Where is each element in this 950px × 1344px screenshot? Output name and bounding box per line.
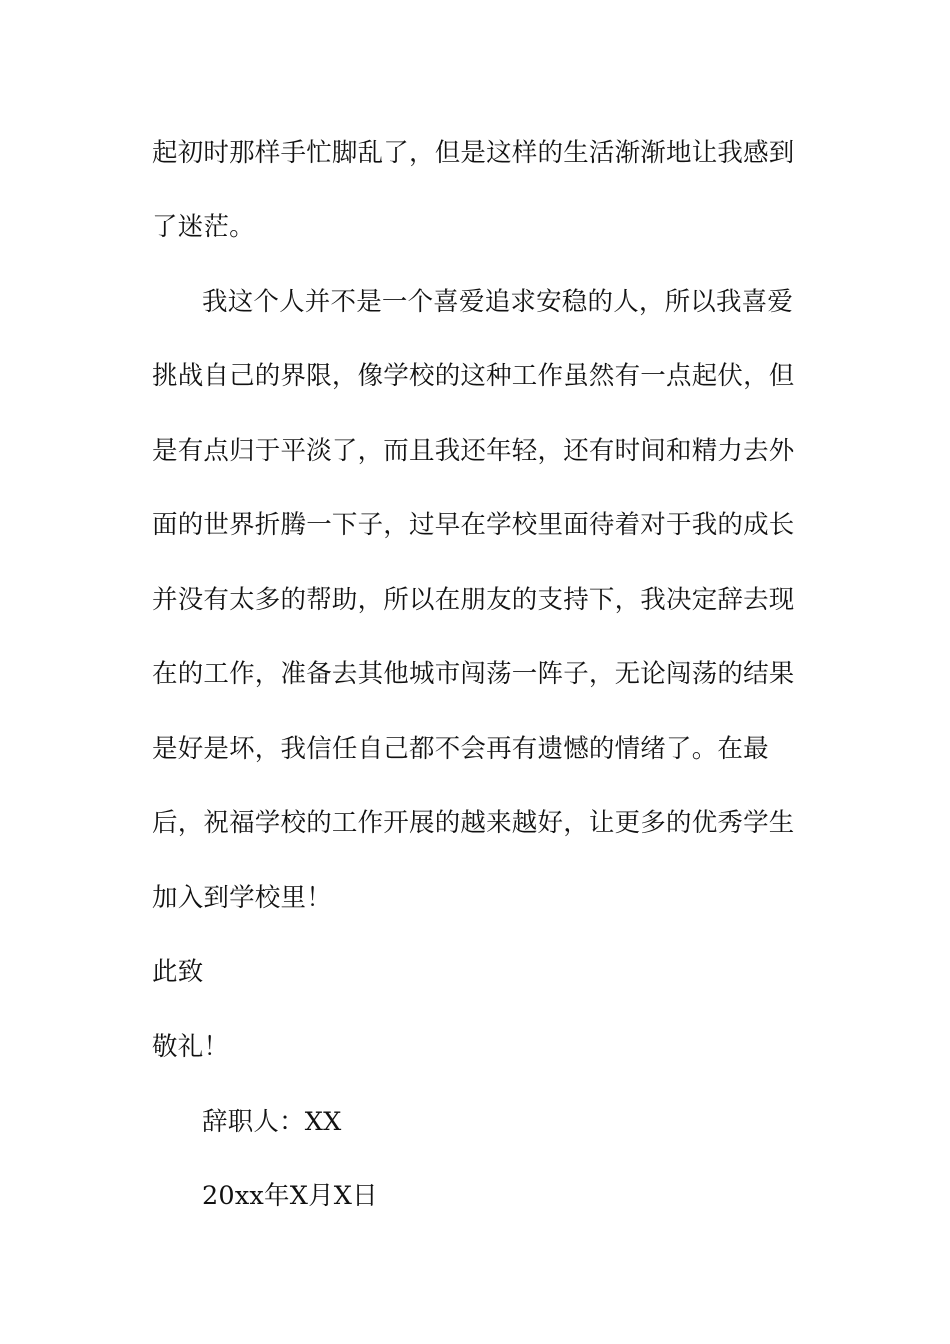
letter-date: 20xx年X月X日 bbox=[202, 1181, 378, 1211]
body-text-line: 面的世界折腾一下子，过早在学校里面待着对于我的成长 bbox=[152, 510, 795, 540]
closing-regards: 敬礼！ bbox=[152, 1032, 230, 1062]
body-text-line: 后，祝福学校的工作开展的越来越好，让更多的优秀学生 bbox=[152, 808, 795, 838]
body-text-line: 加入到学校里！ bbox=[152, 883, 332, 913]
body-text-line: 是好是坏，我信任自己都不会再有遗憾的情绪了。在最 bbox=[152, 734, 769, 764]
signer-name: 辞职人：XX bbox=[202, 1107, 342, 1137]
body-text-line: 挑战自己的界限，像学校的这种工作虽然有一点起伏，但 bbox=[152, 361, 795, 391]
body-text-line: 是有点归于平淡了，而且我还年轻，还有时间和精力去外 bbox=[152, 436, 795, 466]
body-text-line: 在的工作，准备去其他城市闯荡一阵子，无论闯荡的结果 bbox=[152, 659, 795, 689]
body-text-line: 了迷茫。 bbox=[152, 212, 255, 242]
paragraph-first-line: 我这个人并不是一个喜爱追求安稳的人，所以我喜爱 bbox=[202, 287, 794, 317]
body-text-line: 并没有太多的帮助，所以在朋友的支持下，我决定辞去现 bbox=[152, 585, 795, 615]
closing-salutation: 此致 bbox=[152, 957, 204, 987]
body-text-line: 起初时那样手忙脚乱了，但是这样的生活渐渐地让我感到 bbox=[152, 138, 795, 168]
